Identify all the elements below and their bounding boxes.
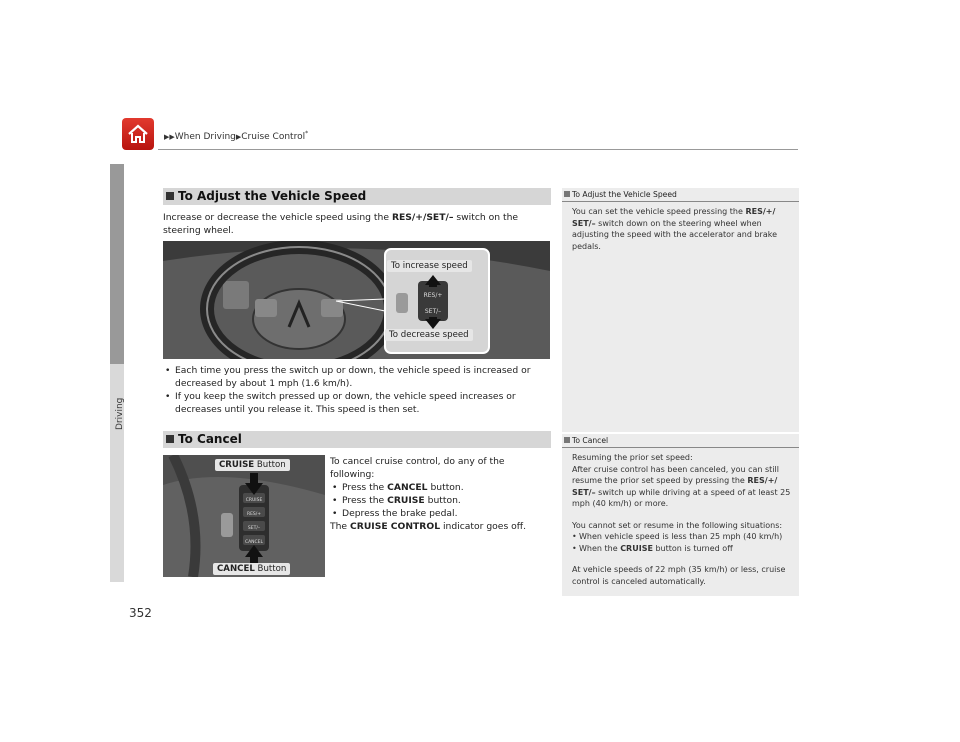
callout-increase-speed: To increase speed xyxy=(387,260,472,272)
note1-bold2: SET/– xyxy=(572,218,596,228)
cruise-buttons-illustration xyxy=(163,455,325,577)
header-rule xyxy=(158,149,798,150)
svg-text:SET/–: SET/– xyxy=(424,308,442,315)
sidenote-cancel-body xyxy=(562,448,799,587)
callout-cruise-bold: CRUISE xyxy=(219,460,255,470)
note-marker-icon xyxy=(564,437,570,443)
section-heading-cancel xyxy=(163,431,551,448)
breadcrumb-arrow: ▶ xyxy=(235,133,242,141)
callout-cruise-button xyxy=(215,459,290,471)
section-square-icon xyxy=(166,435,174,443)
list-item xyxy=(330,494,550,507)
breadcrumb xyxy=(164,130,308,142)
list-item: • Depress the brake pedal. xyxy=(330,507,550,520)
note2-line1: Resuming the prior set speed: xyxy=(572,453,693,462)
cancel-intro: To cancel cruise control, do any of the following: xyxy=(330,456,505,480)
adjust-intro xyxy=(163,211,553,237)
note2-l2-post: switch up while driving at a speed of at least 25 mph (40 km/h) or more. xyxy=(572,487,791,508)
sidenote-cancel-title-text: To Cancel xyxy=(572,436,609,445)
cancel-outro xyxy=(330,520,550,533)
steering-wheel-illustration xyxy=(163,241,550,359)
note1-post: switch down on the steering wheel when adjusting the speed with the accelerator and brake pedals. xyxy=(572,218,778,251)
list-item xyxy=(330,481,550,494)
note2-b2-pre: When the xyxy=(579,543,621,553)
callout-cruise-rest: Button xyxy=(254,460,286,470)
cancel-outro-bold: CRUISE CONTROL xyxy=(350,521,441,532)
sidenote-cancel xyxy=(562,434,799,596)
svg-text:RES/+: RES/+ xyxy=(246,512,262,517)
note2-l2-bold1: RES/+/ xyxy=(747,476,778,485)
list-item: • When vehicle speed is less than 25 mph (40 km/h) xyxy=(572,531,791,543)
note2-line3: You cannot set or resume in the following situations: xyxy=(572,520,783,530)
home-button[interactable] xyxy=(122,118,154,150)
callout-cancel-bold: CANCEL xyxy=(217,564,255,574)
note-marker-icon xyxy=(564,191,570,197)
sidenote-adjust-body xyxy=(562,202,799,252)
cancel-b1-post: button. xyxy=(427,482,464,493)
cancel-b1-bold: CANCEL xyxy=(387,482,428,493)
callout-cancel-button xyxy=(213,563,290,575)
cancel-b2-bold: CRUISE xyxy=(387,495,425,506)
section-square-icon xyxy=(166,192,174,200)
section-heading-adjust-text: To Adjust the Vehicle Speed xyxy=(178,189,367,203)
note1-pre: You can set the vehicle speed pressing the xyxy=(572,207,746,216)
list-item: • Each time you press the switch up or down, the vehicle speed is increased or decreased by about 1 mph (1.6 km/h). xyxy=(163,364,548,390)
list-item: • If you keep the switch pressed up or down, the vehicle speed increases or decreases until you release it. This speed is then set. xyxy=(163,390,548,416)
adjust-bullets xyxy=(163,364,548,416)
svg-text:RES/+: RES/+ xyxy=(423,292,443,299)
callout-cancel-rest: Button xyxy=(254,564,287,574)
note1-bold1: RES/+/ xyxy=(745,207,776,216)
adjust-intro-switch: RES/+/SET/– xyxy=(391,212,454,223)
sidenote-adjust-title xyxy=(562,188,799,202)
sidenote-adjust xyxy=(562,188,799,432)
cancel-outro-pre: The xyxy=(330,521,351,532)
svg-text:CANCEL: CANCEL xyxy=(244,540,264,545)
cancel-b2-post: button. xyxy=(424,495,461,506)
section-heading-cancel-text: To Cancel xyxy=(178,432,242,446)
cancel-text xyxy=(330,455,550,533)
steering-wheel-image xyxy=(163,241,550,359)
note2-b2-post: button is turned off xyxy=(652,543,733,553)
breadcrumb-arrow-double: ▶▶ xyxy=(164,133,175,141)
adjust-intro-pre: Increase or decrease the vehicle speed using the xyxy=(163,212,392,223)
breadcrumb-cruise-control[interactable]: Cruise Control xyxy=(241,132,306,142)
cancel-outro-post: indicator goes off. xyxy=(440,521,527,532)
side-label-driving[interactable]: Driving xyxy=(115,397,125,430)
list-item xyxy=(572,543,791,555)
sidenote-cancel-title xyxy=(562,434,799,448)
cancel-b2-pre: Press the xyxy=(342,495,388,506)
cancel-b1-pre: Press the xyxy=(342,482,388,493)
section-heading-adjust xyxy=(163,188,551,205)
adjust-intro-post: switch on the steering wheel. xyxy=(163,212,519,236)
note2-b2-bold: CRUISE xyxy=(620,543,653,553)
sidenote-adjust-title-text: To Adjust the Vehicle Speed xyxy=(572,190,677,199)
svg-text:CRUISE: CRUISE xyxy=(245,498,263,503)
svg-text:SET/–: SET/– xyxy=(247,526,261,531)
note2-l2-pre: After cruise control has been canceled, you can still resume the prior set speed by pressing the xyxy=(572,464,779,485)
breadcrumb-footnote-mark: * xyxy=(305,130,309,137)
breadcrumb-when-driving[interactable]: When Driving xyxy=(174,132,236,142)
callout-decrease-speed: To decrease speed xyxy=(385,329,473,341)
note2-line2 xyxy=(572,464,791,510)
home-icon xyxy=(126,123,150,145)
page-number: 352 xyxy=(129,606,152,620)
side-tab-active xyxy=(110,164,124,364)
cruise-buttons-image xyxy=(163,455,325,577)
note2-line4: At vehicle speeds of 22 mph (35 km/h) or less, cruise control is canceled automatically. xyxy=(572,565,786,586)
note2-l2-bold2: SET/– xyxy=(572,487,596,497)
